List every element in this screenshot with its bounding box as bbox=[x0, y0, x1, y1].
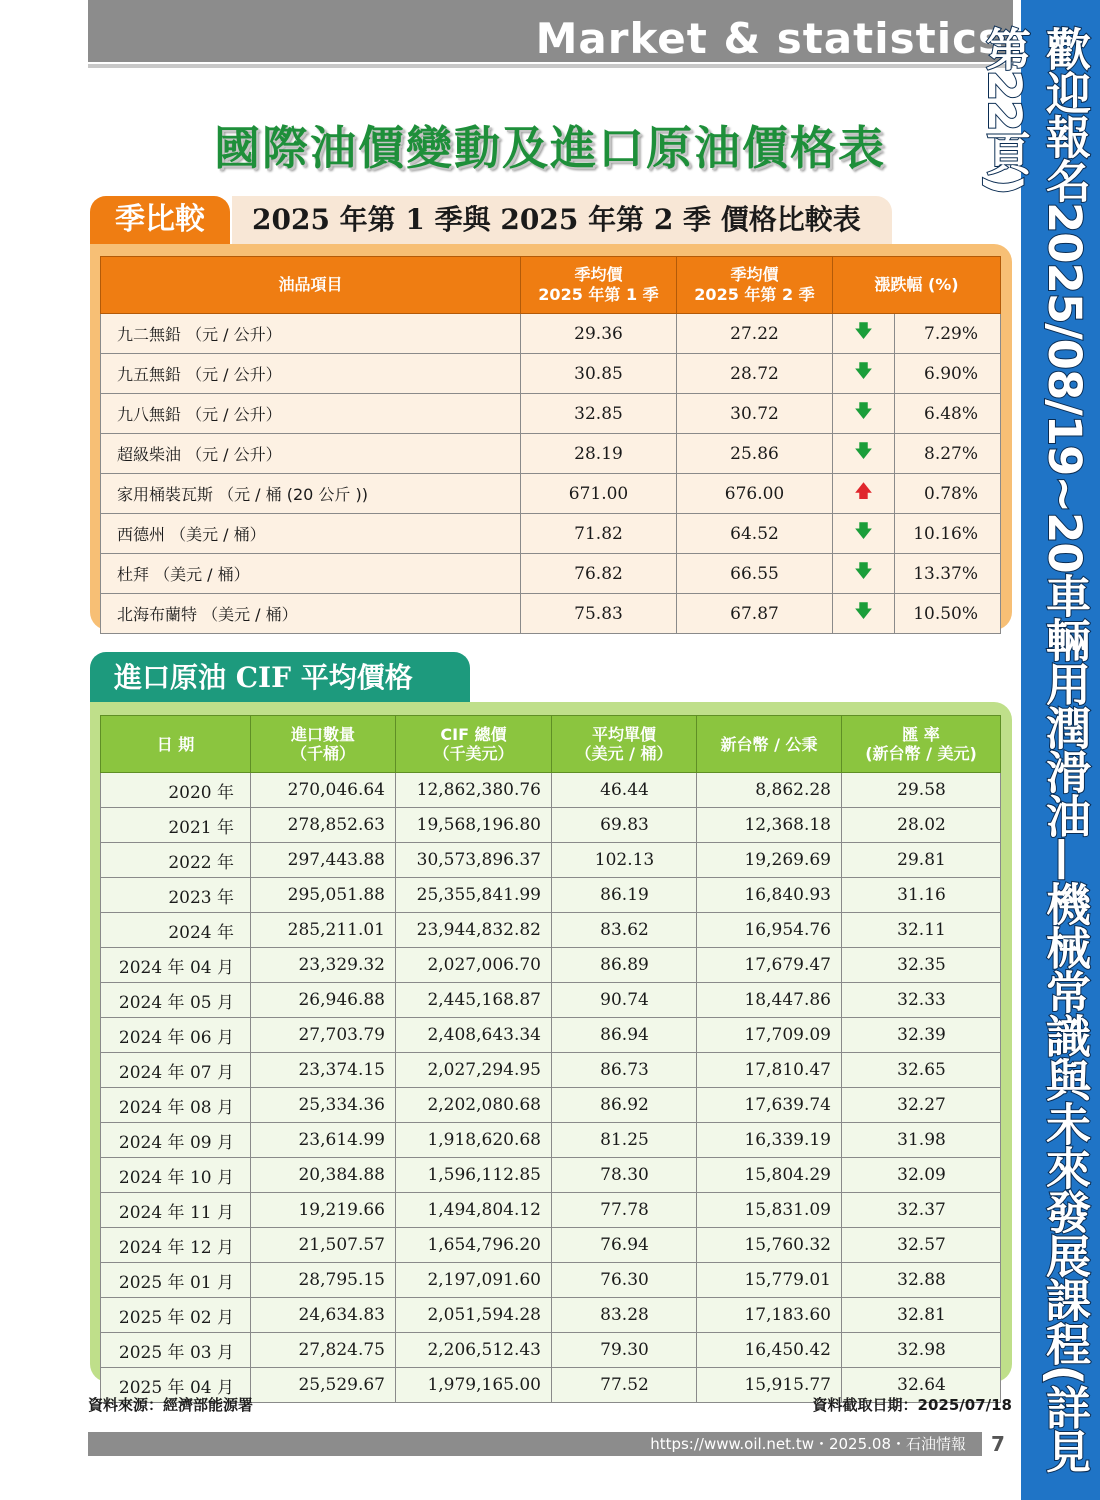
product-name: 九五無鉛 （元 / 公升） bbox=[101, 354, 521, 394]
table-row bbox=[101, 878, 1001, 913]
import-quantity-cell: 26,946.88 bbox=[251, 983, 396, 1018]
arrow-down-icon: 🡇 bbox=[833, 594, 895, 634]
unit-price-cell: 46.44 bbox=[552, 773, 697, 808]
unit-price-cell: 102.13 bbox=[552, 843, 697, 878]
import-quantity-cell: 27,703.79 bbox=[251, 1018, 396, 1053]
exchange-rate-cell: 32.35 bbox=[842, 948, 1001, 983]
table-header-row bbox=[101, 257, 1001, 314]
date-cell: 2024 年 09 月 bbox=[101, 1123, 251, 1158]
date-cell: 2024 年 11 月 bbox=[101, 1193, 251, 1228]
cif-total-cell: 2,206,512.43 bbox=[396, 1333, 552, 1368]
cif-price-tab: 進口原油 CIF 平均價格 bbox=[90, 652, 470, 702]
table-row bbox=[101, 843, 1001, 878]
q1-price: 71.82 bbox=[521, 514, 677, 554]
q2-price: 676.00 bbox=[677, 474, 833, 514]
product-name: 北海布蘭特 （美元 / 桶） bbox=[101, 594, 521, 634]
date-cell: 2021 年 bbox=[101, 808, 251, 843]
date-cell: 2025 年 04 月 bbox=[101, 1368, 251, 1403]
twd-per-kl-cell: 15,804.29 bbox=[697, 1158, 842, 1193]
exchange-rate-cell: 29.58 bbox=[842, 773, 1001, 808]
col-header-q2: 季均價 2025 年第 2 季 bbox=[677, 257, 833, 314]
page-title: 國際油價變動及進口原油價格表 bbox=[214, 121, 886, 175]
change-percent: 6.90% bbox=[895, 354, 1001, 394]
import-quantity-cell: 20,384.88 bbox=[251, 1158, 396, 1193]
change-percent: 6.48% bbox=[895, 394, 1001, 434]
q2-price: 67.87 bbox=[677, 594, 833, 634]
exchange-rate-cell: 29.81 bbox=[842, 843, 1001, 878]
unit-price-cell: 69.83 bbox=[552, 808, 697, 843]
cif-price-table-wrap bbox=[100, 715, 1000, 1403]
change-percent: 10.16% bbox=[895, 514, 1001, 554]
date-cell: 2024 年 07 月 bbox=[101, 1053, 251, 1088]
table-row bbox=[101, 773, 1001, 808]
col-header-quantity: 進口數量 （千桶） bbox=[251, 716, 396, 773]
twd-per-kl-cell: 16,840.93 bbox=[697, 878, 842, 913]
import-quantity-cell: 285,211.01 bbox=[251, 913, 396, 948]
twd-per-kl-cell: 15,779.01 bbox=[697, 1263, 842, 1298]
q1-price: 28.19 bbox=[521, 434, 677, 474]
exchange-rate-cell: 32.27 bbox=[842, 1088, 1001, 1123]
date-cell: 2024 年 12 月 bbox=[101, 1228, 251, 1263]
product-name: 西德州 （美元 / 桶） bbox=[101, 514, 521, 554]
exchange-rate-cell: 32.88 bbox=[842, 1263, 1001, 1298]
unit-price-cell: 86.73 bbox=[552, 1053, 697, 1088]
table-row bbox=[101, 1018, 1001, 1053]
import-quantity-cell: 25,529.67 bbox=[251, 1368, 396, 1403]
cif-total-cell: 2,051,594.28 bbox=[396, 1298, 552, 1333]
table-row bbox=[101, 983, 1001, 1018]
col-header-item: 油品項目 bbox=[101, 257, 521, 314]
cif-price-table bbox=[100, 715, 1001, 1403]
arrow-down-icon: 🡇 bbox=[833, 514, 895, 554]
import-quantity-cell: 23,374.15 bbox=[251, 1053, 396, 1088]
table-row bbox=[101, 434, 1001, 474]
unit-price-cell: 86.19 bbox=[552, 878, 697, 913]
product-name: 杜拜 （美元 / 桶） bbox=[101, 554, 521, 594]
q2-price: 66.55 bbox=[677, 554, 833, 594]
quarter-compare-table-wrap bbox=[100, 256, 1000, 634]
twd-per-kl-cell: 16,450.42 bbox=[697, 1333, 842, 1368]
cif-total-cell: 12,862,380.76 bbox=[396, 773, 552, 808]
exchange-rate-cell: 32.33 bbox=[842, 983, 1001, 1018]
product-name: 九二無鉛 （元 / 公升） bbox=[101, 314, 521, 354]
import-quantity-cell: 25,334.36 bbox=[251, 1088, 396, 1123]
import-quantity-cell: 28,795.15 bbox=[251, 1263, 396, 1298]
col-header-q1: 季均價 2025 年第 1 季 bbox=[521, 257, 677, 314]
date-cell: 2024 年 04 月 bbox=[101, 948, 251, 983]
table-row bbox=[101, 514, 1001, 554]
product-name: 家用桶裝瓦斯 （元 / 桶 (20 公斤 )) bbox=[101, 474, 521, 514]
page-number: 7 bbox=[982, 1430, 1014, 1458]
arrow-down-icon: 🡇 bbox=[833, 434, 895, 474]
q2-price: 30.72 bbox=[677, 394, 833, 434]
table-row bbox=[101, 1228, 1001, 1263]
cif-total-cell: 25,355,841.99 bbox=[396, 878, 552, 913]
twd-per-kl-cell: 12,368.18 bbox=[697, 808, 842, 843]
table-row bbox=[101, 1088, 1001, 1123]
cif-total-cell: 2,445,168.87 bbox=[396, 983, 552, 1018]
date-cell: 2024 年 08 月 bbox=[101, 1088, 251, 1123]
exchange-rate-cell: 32.64 bbox=[842, 1368, 1001, 1403]
import-quantity-cell: 19,219.66 bbox=[251, 1193, 396, 1228]
cif-total-cell: 2,408,643.34 bbox=[396, 1018, 552, 1053]
q2-price: 28.72 bbox=[677, 354, 833, 394]
unit-price-cell: 83.28 bbox=[552, 1298, 697, 1333]
cif-total-cell: 1,654,796.20 bbox=[396, 1228, 552, 1263]
date-cell: 2020 年 bbox=[101, 773, 251, 808]
date-cell: 2025 年 03 月 bbox=[101, 1333, 251, 1368]
import-quantity-cell: 24,634.83 bbox=[251, 1298, 396, 1333]
cif-total-cell: 2,197,091.60 bbox=[396, 1263, 552, 1298]
table-row bbox=[101, 354, 1001, 394]
import-quantity-cell: 297,443.88 bbox=[251, 843, 396, 878]
exchange-rate-cell: 31.16 bbox=[842, 878, 1001, 913]
q1-price: 671.00 bbox=[521, 474, 677, 514]
publication-info: https://www.oil.net.tw・2025.08・石油情報 bbox=[650, 1435, 966, 1453]
table-row bbox=[101, 1193, 1001, 1228]
unit-price-cell: 76.30 bbox=[552, 1263, 697, 1298]
cif-total-cell: 2,027,294.95 bbox=[396, 1053, 552, 1088]
unit-price-cell: 76.94 bbox=[552, 1228, 697, 1263]
cif-total-cell: 2,202,080.68 bbox=[396, 1088, 552, 1123]
q1-price: 32.85 bbox=[521, 394, 677, 434]
arrow-down-icon: 🡇 bbox=[833, 554, 895, 594]
date-cell: 2024 年 06 月 bbox=[101, 1018, 251, 1053]
import-quantity-cell: 21,507.57 bbox=[251, 1228, 396, 1263]
table-row bbox=[101, 394, 1001, 434]
exchange-rate-cell: 31.98 bbox=[842, 1123, 1001, 1158]
exchange-rate-cell: 32.37 bbox=[842, 1193, 1001, 1228]
q1-price: 29.36 bbox=[521, 314, 677, 354]
arrow-down-icon: 🡇 bbox=[833, 354, 895, 394]
table-row bbox=[101, 1333, 1001, 1368]
date-cell: 2022 年 bbox=[101, 843, 251, 878]
unit-price-cell: 77.78 bbox=[552, 1193, 697, 1228]
cif-total-cell: 1,494,804.12 bbox=[396, 1193, 552, 1228]
table-row bbox=[101, 1263, 1001, 1298]
table-row bbox=[101, 314, 1001, 354]
change-percent: 0.78% bbox=[895, 474, 1001, 514]
exchange-rate-cell: 28.02 bbox=[842, 808, 1001, 843]
import-quantity-cell: 23,329.32 bbox=[251, 948, 396, 983]
cif-total-cell: 23,944,832.82 bbox=[396, 913, 552, 948]
date-cell: 2025 年 02 月 bbox=[101, 1298, 251, 1333]
date-cell: 2024 年 bbox=[101, 913, 251, 948]
table-row bbox=[101, 808, 1001, 843]
change-percent: 10.50% bbox=[895, 594, 1001, 634]
quarter-compare-table bbox=[100, 256, 1001, 634]
unit-price-cell: 81.25 bbox=[552, 1123, 697, 1158]
unit-price-cell: 90.74 bbox=[552, 983, 697, 1018]
data-source: 資料來源：經濟部能源署 bbox=[88, 1396, 254, 1414]
cif-total-cell: 1,596,112.85 bbox=[396, 1158, 552, 1193]
exchange-rate-cell: 32.09 bbox=[842, 1158, 1001, 1193]
change-percent: 13.37% bbox=[895, 554, 1001, 594]
exchange-rate-cell: 32.39 bbox=[842, 1018, 1001, 1053]
twd-per-kl-cell: 17,183.60 bbox=[697, 1298, 842, 1333]
q1-price: 30.85 bbox=[521, 354, 677, 394]
import-quantity-cell: 278,852.63 bbox=[251, 808, 396, 843]
q2-price: 27.22 bbox=[677, 314, 833, 354]
cif-total-cell: 1,979,165.00 bbox=[396, 1368, 552, 1403]
import-quantity-cell: 23,614.99 bbox=[251, 1123, 396, 1158]
header-band-underline bbox=[88, 64, 1013, 68]
unit-price-cell: 79.30 bbox=[552, 1333, 697, 1368]
q2-price: 64.52 bbox=[677, 514, 833, 554]
twd-per-kl-cell: 15,760.32 bbox=[697, 1228, 842, 1263]
twd-per-kl-cell: 17,709.09 bbox=[697, 1018, 842, 1053]
unit-price-cell: 77.52 bbox=[552, 1368, 697, 1403]
exchange-rate-cell: 32.98 bbox=[842, 1333, 1001, 1368]
table-row bbox=[101, 1123, 1001, 1158]
cif-total-cell: 1,918,620.68 bbox=[396, 1123, 552, 1158]
table-row bbox=[101, 948, 1001, 983]
cif-total-cell: 2,027,006.70 bbox=[396, 948, 552, 983]
twd-per-kl-cell: 15,915.77 bbox=[697, 1368, 842, 1403]
table-row bbox=[101, 474, 1001, 514]
import-quantity-cell: 295,051.88 bbox=[251, 878, 396, 913]
col-header-cif-total: CIF 總價 （千美元） bbox=[396, 716, 552, 773]
twd-per-kl-cell: 15,831.09 bbox=[697, 1193, 842, 1228]
col-header-date: 日 期 bbox=[101, 716, 251, 773]
import-quantity-cell: 27,824.75 bbox=[251, 1333, 396, 1368]
product-name: 九八無鉛 （元 / 公升） bbox=[101, 394, 521, 434]
section-label: Market & statistics bbox=[535, 14, 1004, 63]
arrow-down-icon: 🡇 bbox=[833, 314, 895, 354]
q2-price: 25.86 bbox=[677, 434, 833, 474]
exchange-rate-cell: 32.11 bbox=[842, 913, 1001, 948]
table-row bbox=[101, 1053, 1001, 1088]
twd-per-kl-cell: 17,679.47 bbox=[697, 948, 842, 983]
quarter-compare-heading: 2025 年第 1 季與 2025 年第 2 季 價格比較表 bbox=[252, 203, 861, 236]
twd-per-kl-cell: 19,269.69 bbox=[697, 843, 842, 878]
unit-price-cell: 86.92 bbox=[552, 1088, 697, 1123]
twd-per-kl-cell: 16,339.19 bbox=[697, 1123, 842, 1158]
unit-price-cell: 86.89 bbox=[552, 948, 697, 983]
table-header-row bbox=[101, 716, 1001, 773]
date-cell: 2025 年 01 月 bbox=[101, 1263, 251, 1298]
twd-per-kl-cell: 16,954.76 bbox=[697, 913, 842, 948]
product-name: 超級柴油 （元 / 公升） bbox=[101, 434, 521, 474]
date-cell: 2024 年 10 月 bbox=[101, 1158, 251, 1193]
date-cell: 2024 年 05 月 bbox=[101, 983, 251, 1018]
unit-price-cell: 86.94 bbox=[552, 1018, 697, 1053]
table-row bbox=[101, 1158, 1001, 1193]
twd-per-kl-cell: 18,447.86 bbox=[697, 983, 842, 1018]
exchange-rate-cell: 32.81 bbox=[842, 1298, 1001, 1333]
twd-per-kl-cell: 8,862.28 bbox=[697, 773, 842, 808]
side-banner-text: 歡迎報名2025/08/19~20車輛用潤滑油—機械常識與未來發展課程(詳見第22頁) bbox=[978, 26, 1091, 1473]
table-row bbox=[101, 913, 1001, 948]
cif-total-cell: 19,568,196.80 bbox=[396, 808, 552, 843]
arrow-up-icon: 🡅 bbox=[833, 474, 895, 514]
data-cutoff-date: 資料截取日期：2025/07/18 bbox=[812, 1396, 1012, 1414]
twd-per-kl-cell: 17,639.74 bbox=[697, 1088, 842, 1123]
col-header-twd-per-kl: 新台幣 / 公秉 bbox=[697, 716, 842, 773]
change-percent: 8.27% bbox=[895, 434, 1001, 474]
unit-price-cell: 78.30 bbox=[552, 1158, 697, 1193]
quarter-compare-tab: 季比較 bbox=[90, 196, 230, 244]
col-header-unit-price: 平均單價 （美元 / 桶） bbox=[552, 716, 697, 773]
unit-price-cell: 83.62 bbox=[552, 913, 697, 948]
col-header-change: 漲跌幅 (%) bbox=[833, 257, 1001, 314]
import-quantity-cell: 270,046.64 bbox=[251, 773, 396, 808]
table-row bbox=[101, 554, 1001, 594]
twd-per-kl-cell: 17,810.47 bbox=[697, 1053, 842, 1088]
col-header-exchange-rate: 匯 率 (新台幣 / 美元) bbox=[842, 716, 1001, 773]
exchange-rate-cell: 32.57 bbox=[842, 1228, 1001, 1263]
q1-price: 75.83 bbox=[521, 594, 677, 634]
date-cell: 2023 年 bbox=[101, 878, 251, 913]
change-percent: 7.29% bbox=[895, 314, 1001, 354]
arrow-down-icon: 🡇 bbox=[833, 394, 895, 434]
q1-price: 76.82 bbox=[521, 554, 677, 594]
table-row bbox=[101, 594, 1001, 634]
cif-total-cell: 30,573,896.37 bbox=[396, 843, 552, 878]
table-row bbox=[101, 1298, 1001, 1333]
exchange-rate-cell: 32.65 bbox=[842, 1053, 1001, 1088]
